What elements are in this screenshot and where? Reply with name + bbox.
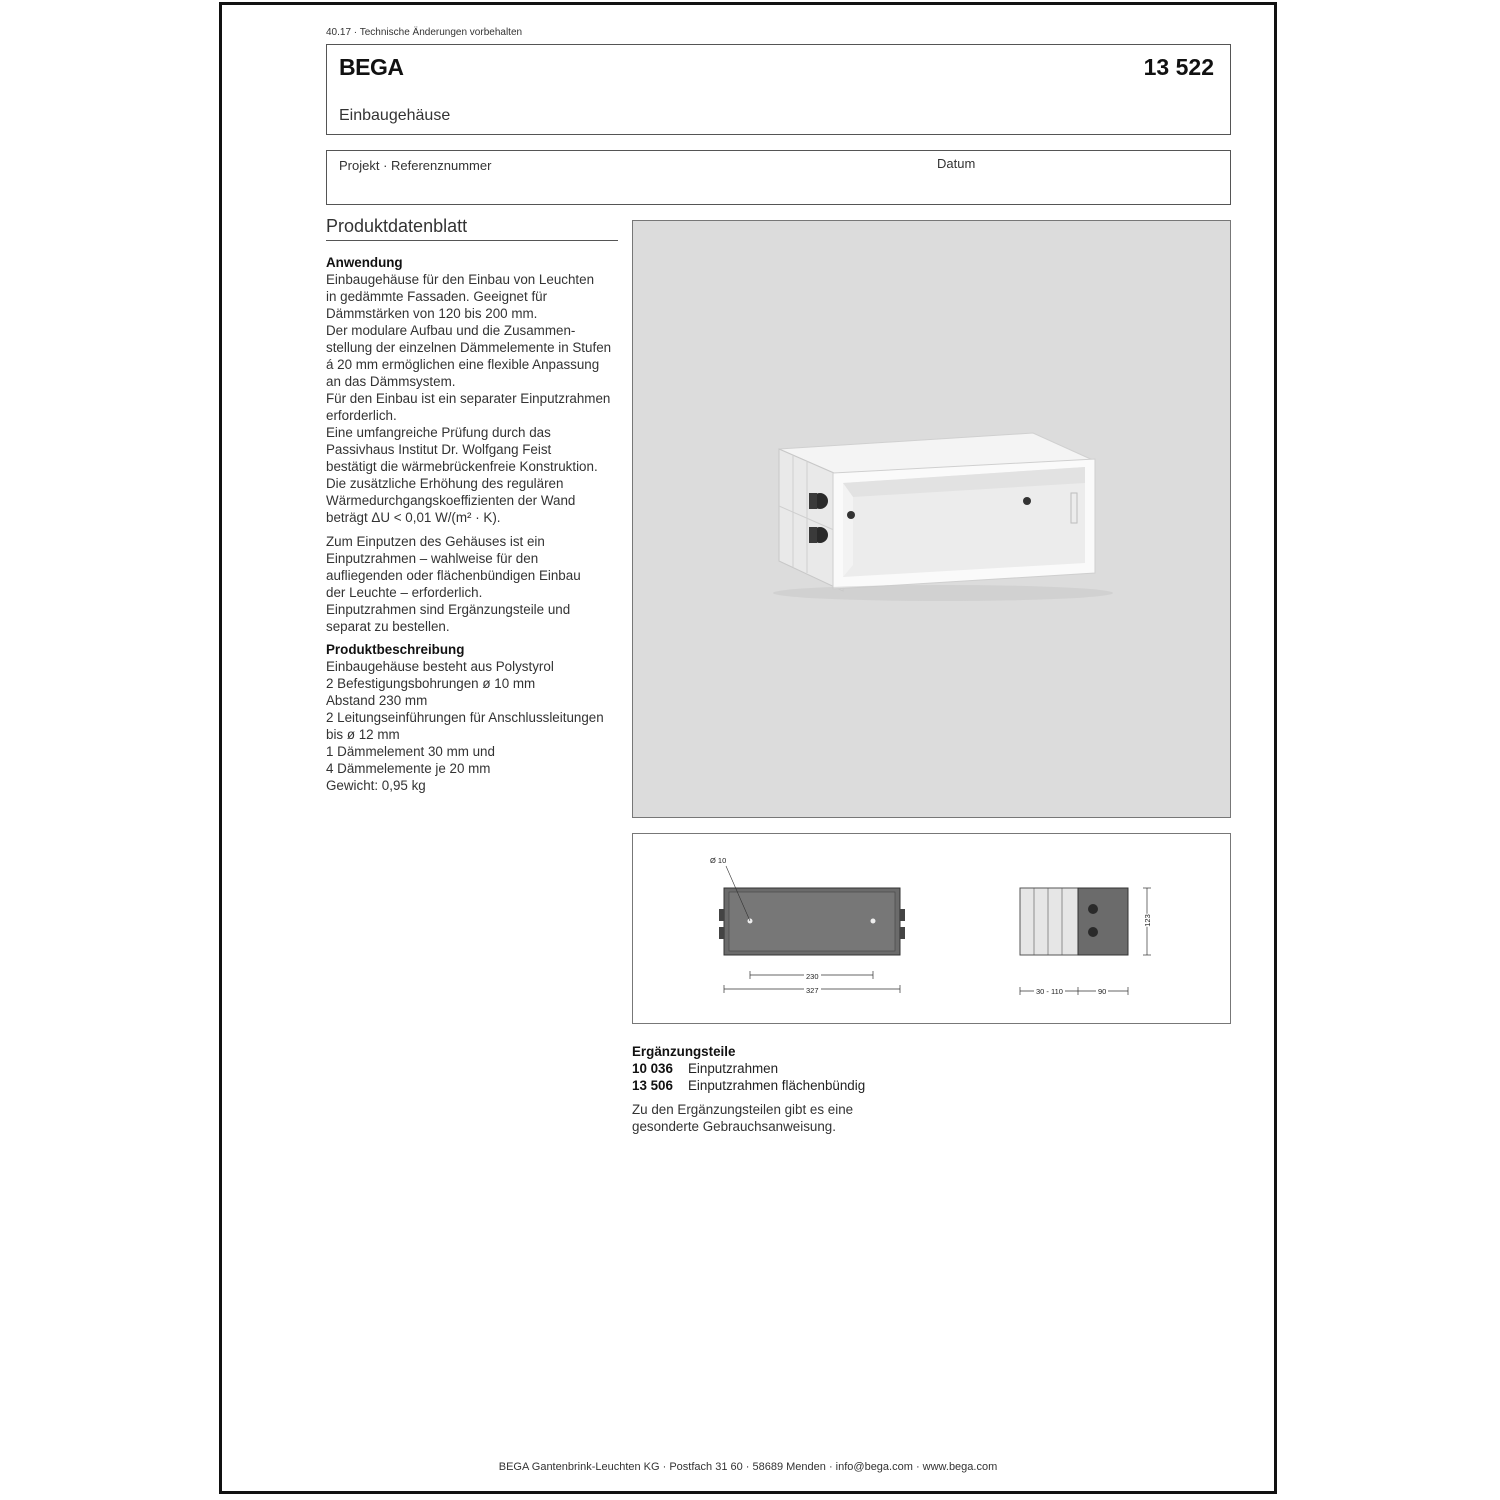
text-column (326, 254, 626, 794)
description-heading: Produktbeschreibung (326, 642, 465, 657)
product-photo (632, 220, 1231, 818)
accessory-name: Einputzrahmen (688, 1061, 779, 1076)
dimension-230: 230 (806, 972, 819, 981)
accessory-number: 13 506 (632, 1078, 673, 1093)
section-title: Produktdatenblatt (326, 216, 618, 241)
application-paragraph-2: Zum Einputzen des Gehäuses ist ein Einputzrahmen – wahlweise für den aufliegenden oder flächenbündigen Einbau der Leuchte – erforderlich. Einputzrahmen sind Ergänzungsteile und separat zu bestellen. (326, 534, 581, 634)
footer-text: BEGA Gantenbrink-Leuchten KG · Postfach 31 60 · 58689 Menden · info@bega.com · www.bega.com (498, 1461, 998, 1473)
meta-line: 40.17 · Technische Änderungen vorbehalten (326, 27, 523, 38)
accessory-name: Einputzrahmen flächenbündig (688, 1078, 866, 1093)
dimension-90: 90 (1098, 987, 1107, 996)
technical-drawing (632, 833, 1231, 1024)
housing-illustration (633, 221, 1230, 817)
dimension-327: 327 (806, 986, 819, 995)
dimension-123: 123 (1142, 914, 1152, 927)
hole-diameter-label: Ø 10 (710, 856, 727, 865)
accessories-section (632, 1043, 962, 1135)
project-box (326, 150, 1231, 205)
description-body: Einbaugehäuse besteht aus Polystyrol 2 Befestigungsbohrungen ø 10 mm Abstand 230 mm 2 Leitungseinführungen für Anschlussleitungen bis ø 12 mm 1 Dämmelement 30 mm und 4 Dämmelemente je 20 mm Gewicht: 0,95 kg (326, 659, 604, 793)
accessories-note: Zu den Ergänzungsteilen gibt es eine gesonderte Gebrauchsanweisung. (632, 1102, 854, 1134)
application-paragraph-1: Einbaugehäuse für den Einbau von Leuchten in gedämmte Fassaden. Geeignet für Dämmstärken von 120 bis 200 mm. Der modulare Aufbau und die Zusammen- stellung der einzelnen Dämmelemente in Stufen á 20 mm ermöglichen eine flexible Anpassung an das Dämmsystem. Für den Einbau ist ein separater Einputzrahmen erforderlich. Eine umfangreiche Prüfung durch das Passivhaus Institut Dr. Wolfgang Feist bestätigt die wärmebrückenfreie Konstruktion. Die zusätzliche Erhöhung des regulären Wärmedurchgangskoeffizienten der Wand beträgt ΔU < 0,01 W/(m² · K). (326, 272, 612, 525)
accessories-heading: Ergänzungsteile (632, 1044, 736, 1059)
article-number: 13 522 (1143, 54, 1214, 80)
product-name: Einbaugehäuse (339, 107, 451, 124)
header-box (326, 44, 1231, 135)
brand-logo: BEGA (339, 54, 404, 80)
project-label: Projekt · Referenznummer (339, 158, 492, 173)
dimension-30-110: 30 - 110 (1036, 987, 1063, 996)
accessory-number: 10 036 (632, 1061, 673, 1076)
accessory-item (632, 1060, 962, 1077)
accessory-item (632, 1077, 962, 1094)
date-label: Datum (937, 156, 976, 171)
application-heading: Anwendung (326, 255, 403, 270)
